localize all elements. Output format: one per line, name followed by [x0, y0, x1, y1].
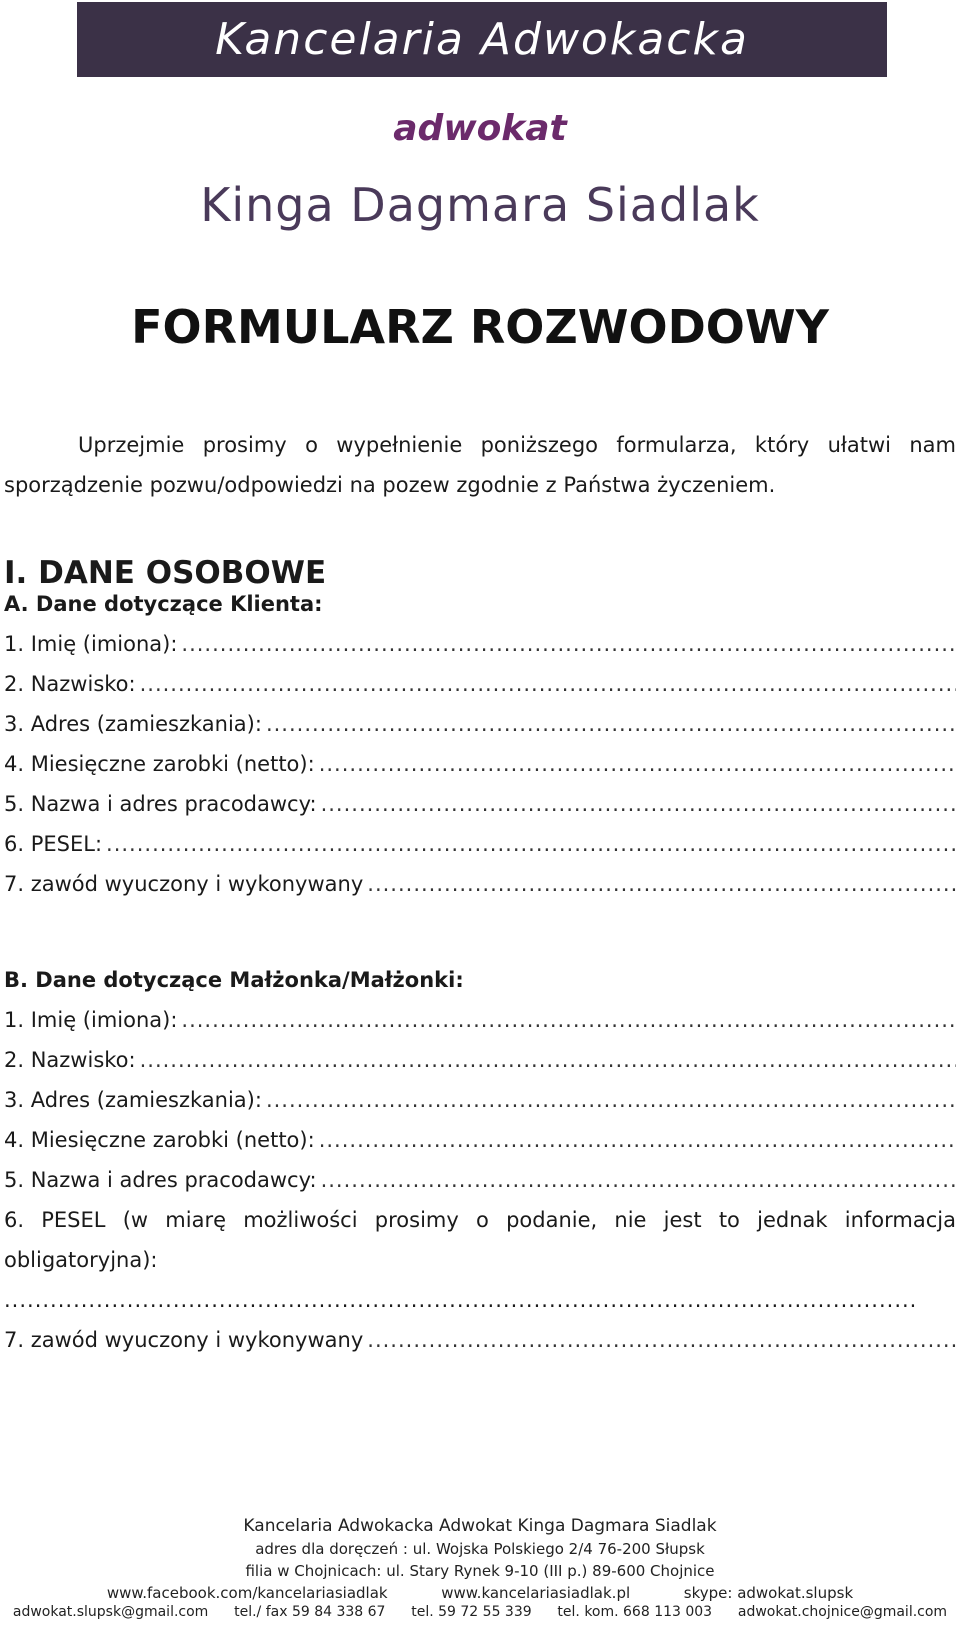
section-heading-personal-data: I. DANE OSOBOWE [4, 555, 327, 591]
header-banner [77, 2, 887, 77]
intro-paragraph: Uprzejmie prosimy o wypełnienie poniższego formularza, który ułatwi nam sporządzenie pozwu/odpowiedzi na pozew zgodnie z Państwa życzeniem. [4, 433, 956, 497]
footer-firm-name: Kancelaria Adwokacka Adwokat Kinga Dagmara Siadlak [243, 1516, 717, 1536]
spouse-field-first-name[interactable]: 1. Imię (imiona): ..... [4, 1000, 956, 1040]
footer-email-slupsk[interactable]: adwokat.slupsk@gmail.com [12, 1604, 209, 1620]
footer-contact-row [0, 1604, 960, 1620]
spouse-heading: B. Dane dotyczące Małżonka/Małżonki: [4, 968, 464, 992]
client-heading: A. Dane dotyczące Klienta: [4, 592, 323, 616]
footer-email-chojnice[interactable]: adwokat.chojnice@gmail.com [737, 1604, 948, 1620]
spouse-field-employer[interactable]: 5. Nazwa i adres pracodawcy: ..... [4, 1160, 956, 1200]
client-field-address[interactable]: 3. Adres (zamieszkania): ..... [4, 704, 956, 744]
spouse-field-occupation[interactable]: 7. zawód wyuczony i wykonywany ..... [4, 1320, 956, 1360]
footer-branch-address: filia w Chojnicach: ul. Stary Rynek 9-10 (III p.) 89-600 Chojnice [245, 1562, 715, 1580]
spouse-field-pesel[interactable]: 6. PESEL (w miarę możliwości prosimy o podanie, nie jest to jednak informacja obligatoryjna): ....................................................................................................................... [4, 1208, 956, 1312]
spouse-fields [4, 1000, 956, 1360]
header-subtitle: adwokat [393, 108, 567, 149]
spouse-field-income[interactable]: 4. Miesięczne zarobki (netto): ..... [4, 1120, 956, 1160]
footer-phone-fax: tel./ fax 59 84 338 67 [234, 1604, 386, 1620]
client-field-occupation[interactable]: 7. zawód wyuczony i wykonywany ..... [4, 864, 956, 904]
lawyer-name: Kinga Dagmara Siadlak [200, 178, 760, 232]
document-title: FORMULARZ ROZWODOWY [131, 300, 829, 354]
footer-website-link[interactable]: www.kancelariasiadlak.pl [441, 1584, 631, 1602]
spouse-field-address[interactable]: 3. Adres (zamieszkania): ..... [4, 1080, 956, 1120]
footer-mobile: tel. kom. 668 113 003 [557, 1604, 713, 1620]
client-field-first-name[interactable]: 1. Imię (imiona): ..... [4, 624, 956, 664]
client-field-surname[interactable]: 2. Nazwisko: ..... [4, 664, 956, 704]
client-field-pesel[interactable]: 6. PESEL: ..... [4, 824, 956, 864]
footer-phone: tel. 59 72 55 339 [411, 1604, 532, 1620]
banner-title: Kancelaria Adwokacka [215, 14, 749, 65]
footer-web-row [0, 1584, 960, 1602]
footer-delivery-address: adres dla doręczeń : ul. Wojska Polskiego 2/4 76-200 Słupsk [255, 1540, 705, 1558]
footer-facebook-link[interactable]: www.facebook.com/kancelariasiadlak [106, 1584, 388, 1602]
client-field-income[interactable]: 4. Miesięczne zarobki (netto): ..... [4, 744, 956, 784]
client-field-employer[interactable]: 5. Nazwa i adres pracodawcy: ..... [4, 784, 956, 824]
client-fields [4, 624, 956, 904]
footer-skype: skype: adwokat.slupsk [683, 1584, 854, 1602]
spouse-field-surname[interactable]: 2. Nazwisko: ..... [4, 1040, 956, 1080]
